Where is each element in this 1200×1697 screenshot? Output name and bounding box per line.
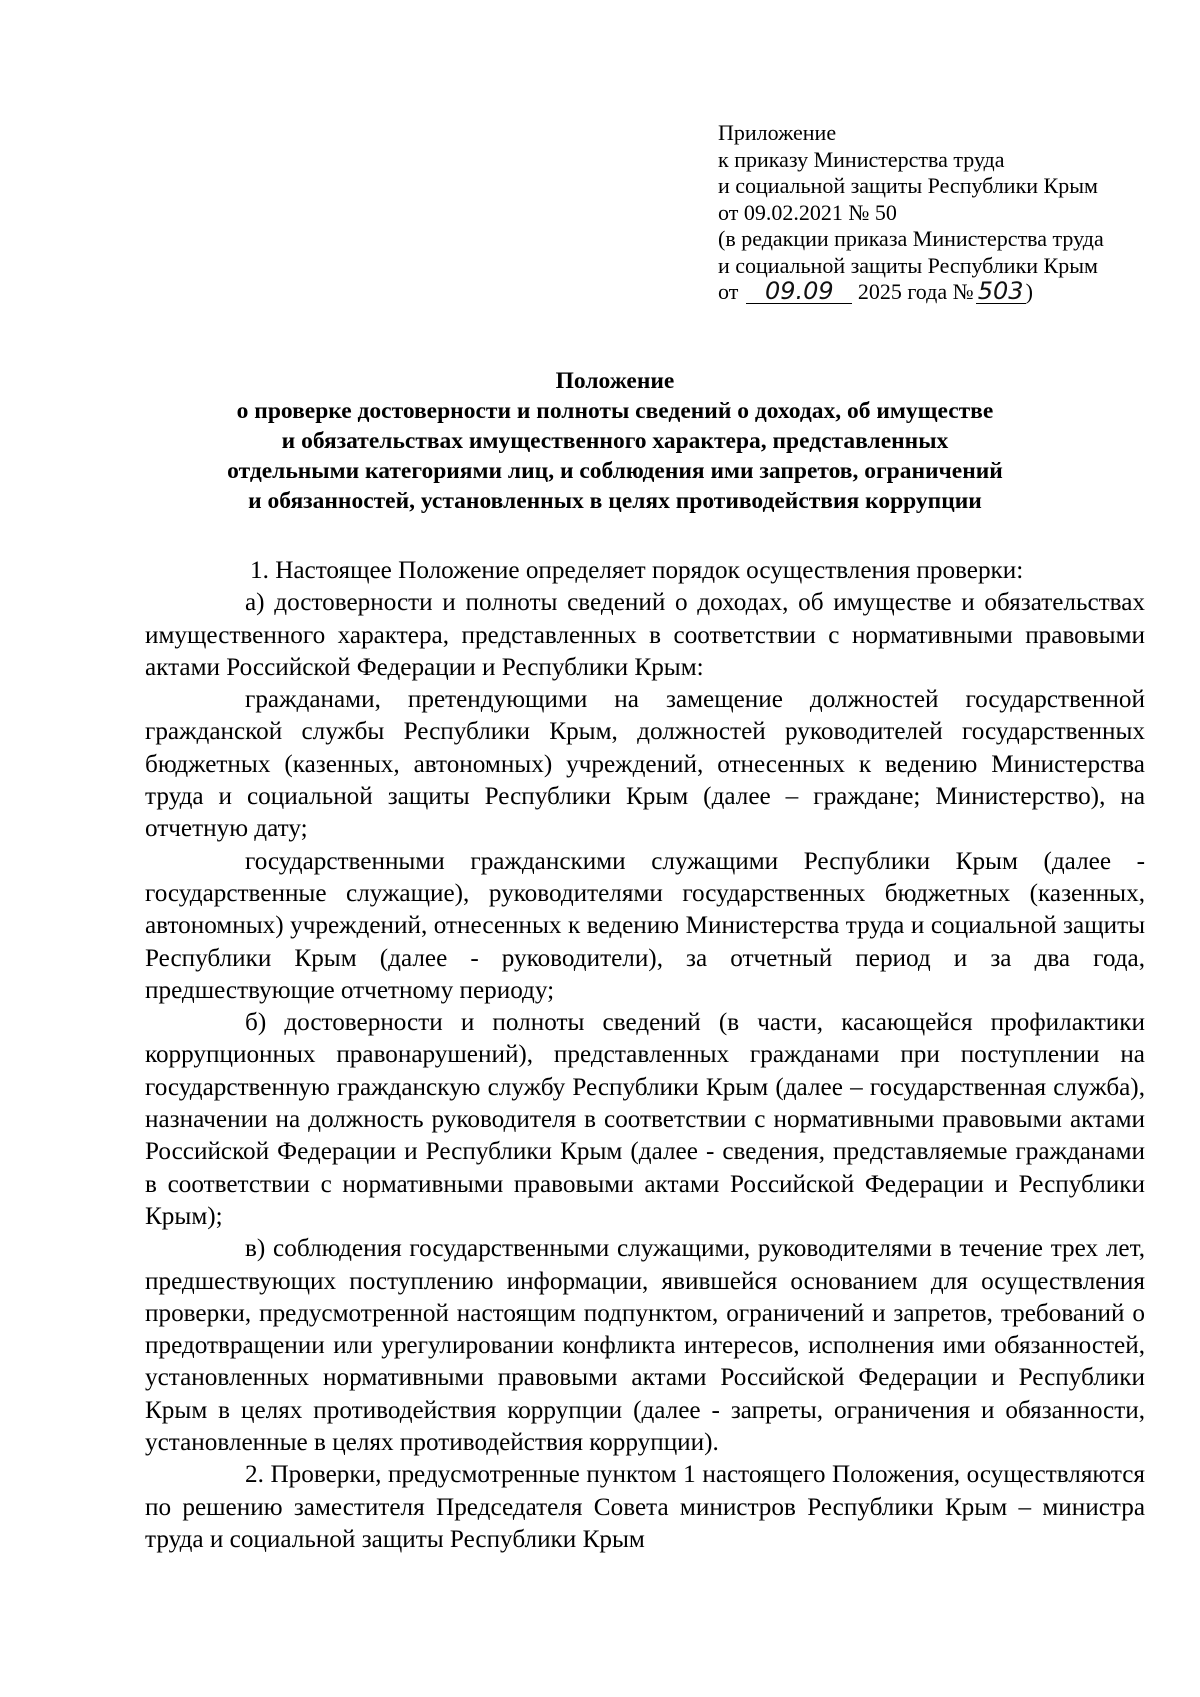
title-line-2: о проверке достоверности и полноты сведений о доходах, об имуществе	[236, 398, 994, 424]
appendix-closing-paren: )	[1025, 279, 1033, 304]
appendix-year-label: 2025 года №	[857, 279, 974, 304]
title-line-1: Положение	[555, 368, 675, 394]
paragraph-civil-servants: государственными гражданскими служащими Республики Крым (далее - государственные служащие), руководителями государственных бюджетных (казенных, автономных) учреждений, отнесенных к ведению Министерства труда и социальной защиты Республики Крым (далее - руководители), за отчетный период и за два года, предшествующие отчетному периоду;	[145, 847, 1145, 1004]
handwritten-number: 503	[977, 277, 1024, 305]
appendix-line-5: (в редакции приказа Министерства труда	[718, 226, 1104, 251]
handwritten-date-field	[746, 277, 852, 305]
title-line-5: и обязанностей, установленных в целях противодействия коррупции	[248, 488, 982, 514]
handwritten-date: 09.09	[764, 277, 834, 305]
appendix-line-1: Приложение	[718, 120, 837, 145]
paragraph-citizens: гражданами, претендующими на замещение должностей государственной гражданской службы Республики Крым, должностей руководителей государственных бюджетных (казенных, автономных) учреждений, отнесенных к ведению Министерства труда и социальной защиты Республики Крым (далее – граждане; Министерство), на отчетную дату;	[145, 686, 1145, 843]
title-line-3: и обязательствах имущественного характера, представленных	[281, 428, 949, 454]
appendix-line-4: от 09.02.2021 № 50	[718, 199, 897, 225]
appendix-line-7	[718, 279, 1178, 306]
paragraph-1a: а) достоверности и полноты сведений о доходах, об имуществе и обязательствах имущественного характера, представленных в соответствии с нормативными правовыми актами Российской Федерации и Республики Крым:	[145, 589, 1145, 681]
document-title	[140, 366, 1090, 516]
appendix-note	[718, 120, 1178, 306]
appendix-date-prefix: от	[718, 279, 739, 304]
paragraph-1b: б) достоверности и полноты сведений (в части, касающейся профилактики коррупционных правонарушений), представленных гражданами при поступлении на государственную гражданскую службу Республики Крым (далее – государственная служба), назначении на должность руководителя в соответствии с нормативными правовыми актами Российской Федерации и Республики Крым (далее - сведения, представляемые гражданами в соответствии с нормативными правовыми актами Российской Федерации и Республики Крым);	[145, 1009, 1145, 1230]
handwritten-number-field	[976, 277, 1026, 305]
document-body	[145, 555, 1145, 1556]
paragraph-1: 1. Настоящее Положение определяет порядок осуществления проверки:	[250, 557, 1024, 584]
appendix-line-6: и социальной защиты Республики Крым	[718, 252, 1098, 278]
appendix-line-3: и социальной защиты Республики Крым	[718, 173, 1098, 198]
paragraph-1v: в) соблюдения государственными служащими, руководителями в течение трех лет, предшествующих поступлению информации, явившейся основанием для осуществления проверки, предусмотренной настоящим подпунктом, ограничений и запретов, требований о предотвращении или урегулировании конфликта интересов, исполнения ими обязанностей, установленных нормативными правовыми актами Российской Федерации и Республики Крым в целях противодействия коррупции (далее - запреты, ограничения и обязанности, установленные в целях противодействия коррупции).	[145, 1235, 1145, 1457]
title-line-4: отдельными категориями лиц, и соблюдения ими запретов, ограничений	[227, 458, 1003, 484]
appendix-line-2: к приказу Министерства труда	[718, 146, 1005, 172]
paragraph-2: 2. Проверки, предусмотренные пунктом 1 настоящего Положения, осуществляются по решению заместителя Председателя Совета министров Республики Крым – министра труда и социальной защиты Республики Крым	[145, 1461, 1145, 1553]
